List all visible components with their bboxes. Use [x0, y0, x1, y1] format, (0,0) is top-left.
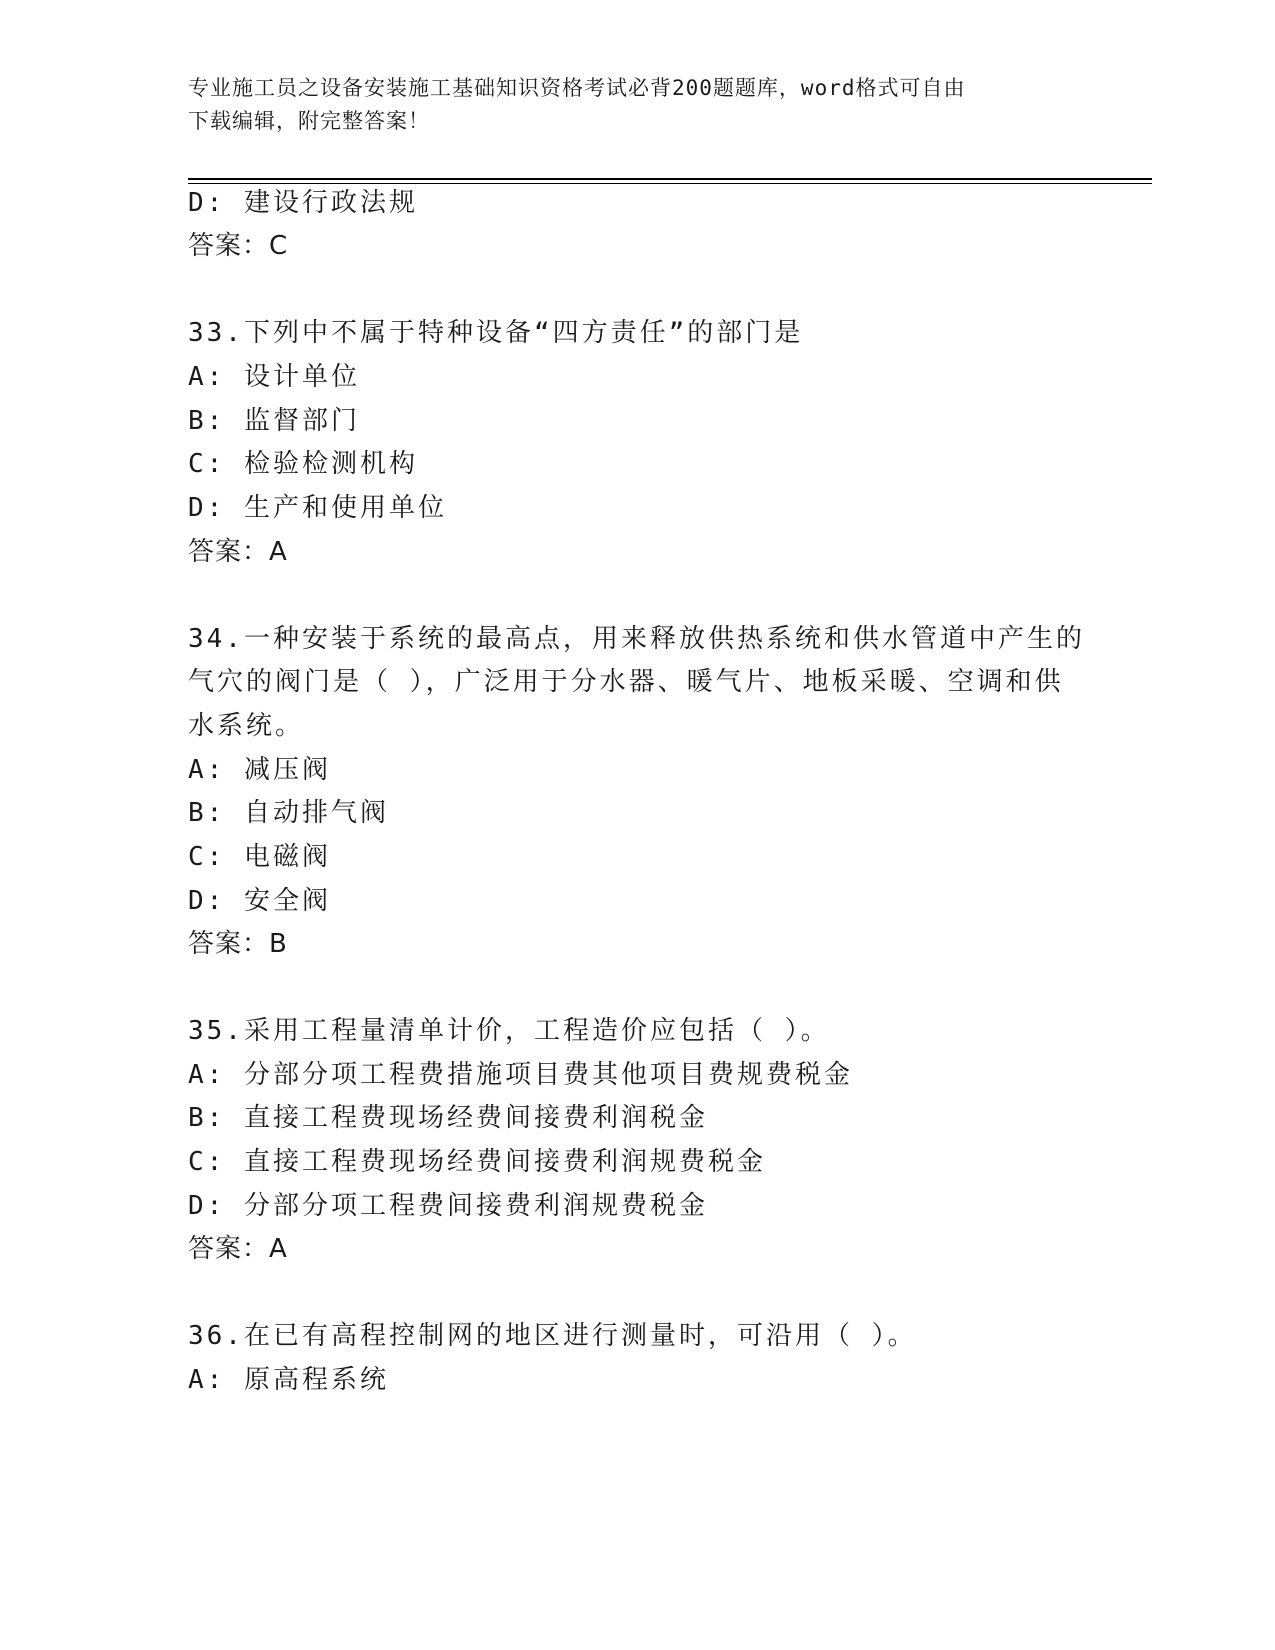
- q35-option-d: D: 分部分项工程费间接费利润规费税金: [188, 1191, 708, 1221]
- q35-answer: 答案：A: [188, 1234, 288, 1264]
- q34-stem-line-1: 34.一种安装于系统的最高点，用来释放供热系统和供水管道中产生的: [188, 624, 1085, 654]
- q34-option-b: B: 自动排气阀: [188, 798, 389, 828]
- header-line-1: 专业施工员之设备安装施工基础知识资格考试必背200题题库，word格式可自由: [188, 76, 966, 100]
- document-header: [188, 72, 1078, 138]
- q33-answer: 答案：A: [188, 537, 288, 567]
- q33-option-d: D: 生产和使用单位: [188, 493, 447, 523]
- q33-option-b: B: 监督部门: [188, 406, 360, 436]
- prev-option-d: D: 建设行政法规: [188, 188, 418, 218]
- q34-stem-line-3: 水系统。: [188, 711, 305, 741]
- q35-option-a: A: 分部分项工程费措施项目费其他项目费规费税金: [188, 1060, 853, 1090]
- header-line-2: 下载编辑，附完整答案！: [188, 109, 430, 133]
- q34-option-d: D: 安全阀: [188, 886, 331, 916]
- q36-stem: 36.在已有高程控制网的地区进行测量时，可沿用（ ）。: [188, 1321, 917, 1351]
- header-divider-thin: [188, 183, 1152, 184]
- q34-answer: 答案：B: [188, 929, 288, 959]
- q34-option-a: A: 减压阀: [188, 755, 331, 785]
- prev-answer: 答案：C: [188, 231, 289, 261]
- q34-option-c: C: 电磁阀: [188, 842, 331, 872]
- q36-option-a: A: 原高程系统: [188, 1365, 389, 1395]
- header-divider-thick: [188, 178, 1152, 180]
- q33-option-c: C: 检验检测机构: [188, 449, 418, 479]
- q33-stem: 33.下列中不属于特种设备“四方责任”的部门是: [188, 318, 804, 348]
- q35-stem: 35.采用工程量清单计价，工程造价应包括（ ）。: [188, 1016, 830, 1046]
- q34-stem-line-2: 气穴的阀门是（ ），广泛用于分水器、暖气片、地板采暖、空调和供: [188, 667, 1064, 697]
- q33-option-a: A: 设计单位: [188, 362, 360, 392]
- q35-option-c: C: 直接工程费现场经费间接费利润规费税金: [188, 1147, 766, 1177]
- q35-option-b: B: 直接工程费现场经费间接费利润税金: [188, 1103, 708, 1133]
